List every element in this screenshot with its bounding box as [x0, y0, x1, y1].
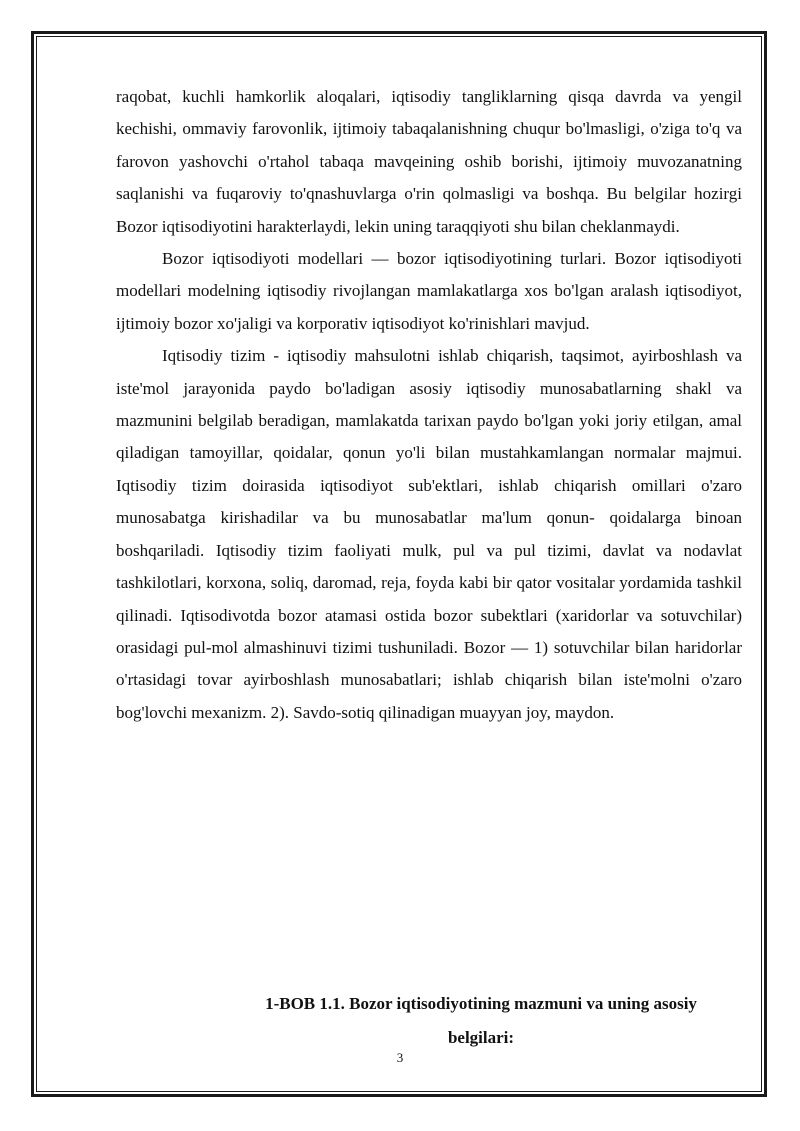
paragraph-2: Bozor iqtisodiyoti modellari — bozor iqtisodiyotining turlari. Bozor iqtisodiyoti modellari modelning iqtisodiy rivojlangan mamlakatlarga xos bo'lgan aralash iqtisodiyot, ijtimoiy bozor xo'jaligi va korporativ iqtisodiyot ko'rinishlari mavjud. — [116, 249, 742, 333]
section-heading: 1-BOB 1.1. Bozor iqtisodiyotining mazmuni va uning asosiy belgilari: — [265, 994, 697, 1047]
body-text — [116, 81, 742, 729]
page-number: 3 — [396, 1050, 404, 1065]
paragraph-1: raqobat, kuchli hamkorlik aloqalari, iqtisodiy tangliklarning qisqa davrda va yengil kechishi, ommaviy farovonlik, ijtimoiy tabaqalanishning chuqur bo'lmasligi, o'ziga to'q va farovon yashovchi o'rtahol tabaqa mavqeining oshib borishi, ijtimoiy muvozanatning saqlanishi va fuqaroviy to'qnashuvlarga o'rin qolmasligi va boshqa. Bu belgilar hozirgi Bozor iqtisodiyotini harakterlaydi, lekin uning taraqqiyoti shu bilan cheklanmaydi. — [116, 87, 742, 236]
paragraph-3: Iqtisodiy tizim - iqtisodiy mahsulotni ishlab chiqarish, taqsimot, ayirboshlash va iste'mol jarayonida paydo bo'ladigan asosiy iqtisodiy munosabatlarning shakl va mazmunini belgilab beradigan, mamlakatda tarixan paydo bo'lgan yoki joriy etilgan, amal qiladigan tamoyillar, qoidalar, qonun yo'li bilan mustahkamlangan normalar majmui. Iqtisodiy tizim doirasida iqtisodiyot sub'ektlari, ishlab chiqarish omillari o'zaro munosabatga kirishadilar va bu munosabatlar ma'lum qonun- qoidalarga binoan boshqariladi. Iqtisodiy tizim faoliyati mulk, pul va pul tizimi, davlat va nodavlat tashkilotlari, korxona, soliq, daromad, reja, foyda kabi bir qator vositalar yordamida tashkil qilinadi. Iqtisodivotda bozor atamasi ostida bozor subektlari (xaridorlar va sotuvchilar) orasidagi pul-mol almashinuvi tizimi tushuniladi. Bozor — 1) sotuvchilar bilan haridorlar o'rtasidagi tovar ayirboshlash munosabatlari; ishlab chiqarish bilan iste'molni o'zaro bog'lovchi mexanizm. 2). Savdo-sotiq qilinadigan muayyan joy, maydon. — [116, 346, 742, 722]
